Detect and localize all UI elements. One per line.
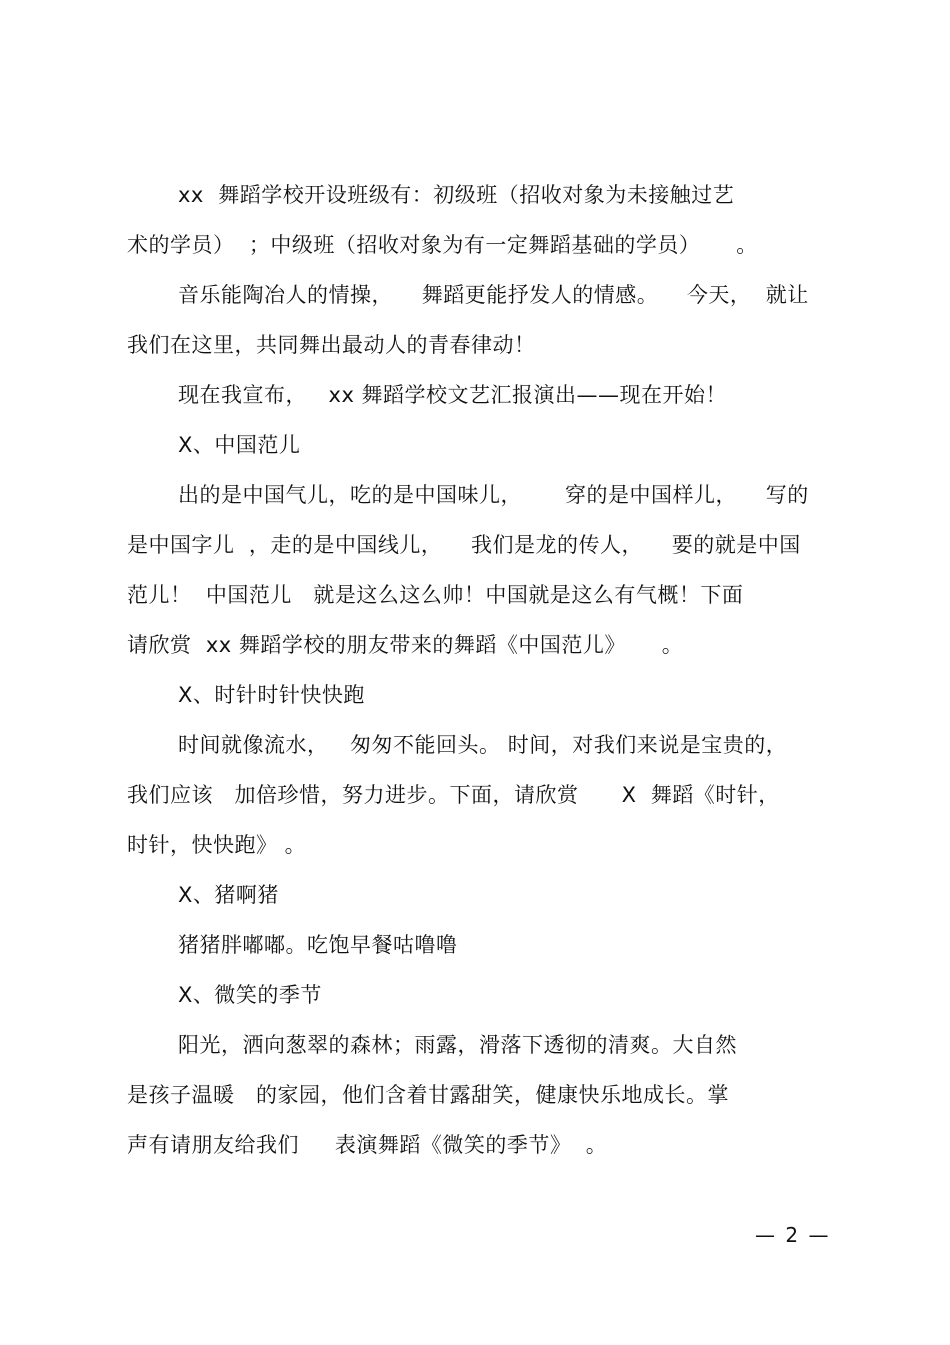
- paragraph-line-13: 我们应该 加倍珍惜，努力进步。下面，请欣赏 X 舞蹈《时针，: [127, 783, 780, 807]
- paragraph-line-3: 音乐能陶冶人的情操， 舞蹈更能抒发人的情感。 今天， 就让: [178, 283, 809, 307]
- section-heading-1: X、中国范儿: [178, 433, 301, 457]
- paragraph-line-8: 是中国字儿 ，走的是中国线儿， 我们是龙的传人， 要的就是中国: [127, 533, 801, 557]
- paragraph-line-7: 出的是中国气儿，吃的是中国味儿， 穿的是中国样儿， 写的: [178, 483, 809, 507]
- section-heading-4: X、微笑的季节: [178, 983, 322, 1007]
- paragraph-line-5: 现在我宣布， xx 舞蹈学校文艺汇报演出——现在开始！: [178, 383, 728, 407]
- paragraph-line-1: xx 舞蹈学校开设班级有：初级班（招收对象为未接触过艺: [178, 183, 735, 207]
- paragraph-line-18: 阳光，洒向葱翠的森林；雨露，滑落下透彻的清爽。大自然: [178, 1033, 737, 1057]
- paragraph-line-9: 范儿！ 中国范儿 就是这么这么帅！中国就是这么有气概！下面: [127, 583, 744, 607]
- paragraph-line-12: 时间就像流水， 匆匆不能回头。 时间，对我们来说是宝贵的，: [178, 733, 788, 757]
- section-heading-2: X、时针时针快快跑: [178, 683, 365, 707]
- paragraph-line-2: 术的学员） ；中级班（招收对象为有一定舞蹈基础的学员） 。: [127, 233, 758, 257]
- paragraph-line-16: 猪猪胖嘟嘟。吃饱早餐咕噜噜: [178, 933, 458, 957]
- paragraph-line-4: 我们在这里，共同舞出最动人的青春律动！: [127, 333, 536, 357]
- section-heading-3: X、猪啊猪: [178, 883, 279, 907]
- paragraph-line-19: 是孩子温暖 的家园，他们含着甘露甜笑，健康快乐地成长。掌: [127, 1083, 730, 1107]
- paragraph-line-14: 时针，快快跑》 。: [127, 833, 307, 857]
- paragraph-line-10: 请欣赏 xx 舞蹈学校的朋友带来的舞蹈《中国范儿》 。: [127, 633, 684, 657]
- page-number: — 2 —: [755, 1223, 831, 1247]
- paragraph-line-20: 声有请朋友给我们 表演舞蹈《微笑的季节》 。: [127, 1133, 608, 1157]
